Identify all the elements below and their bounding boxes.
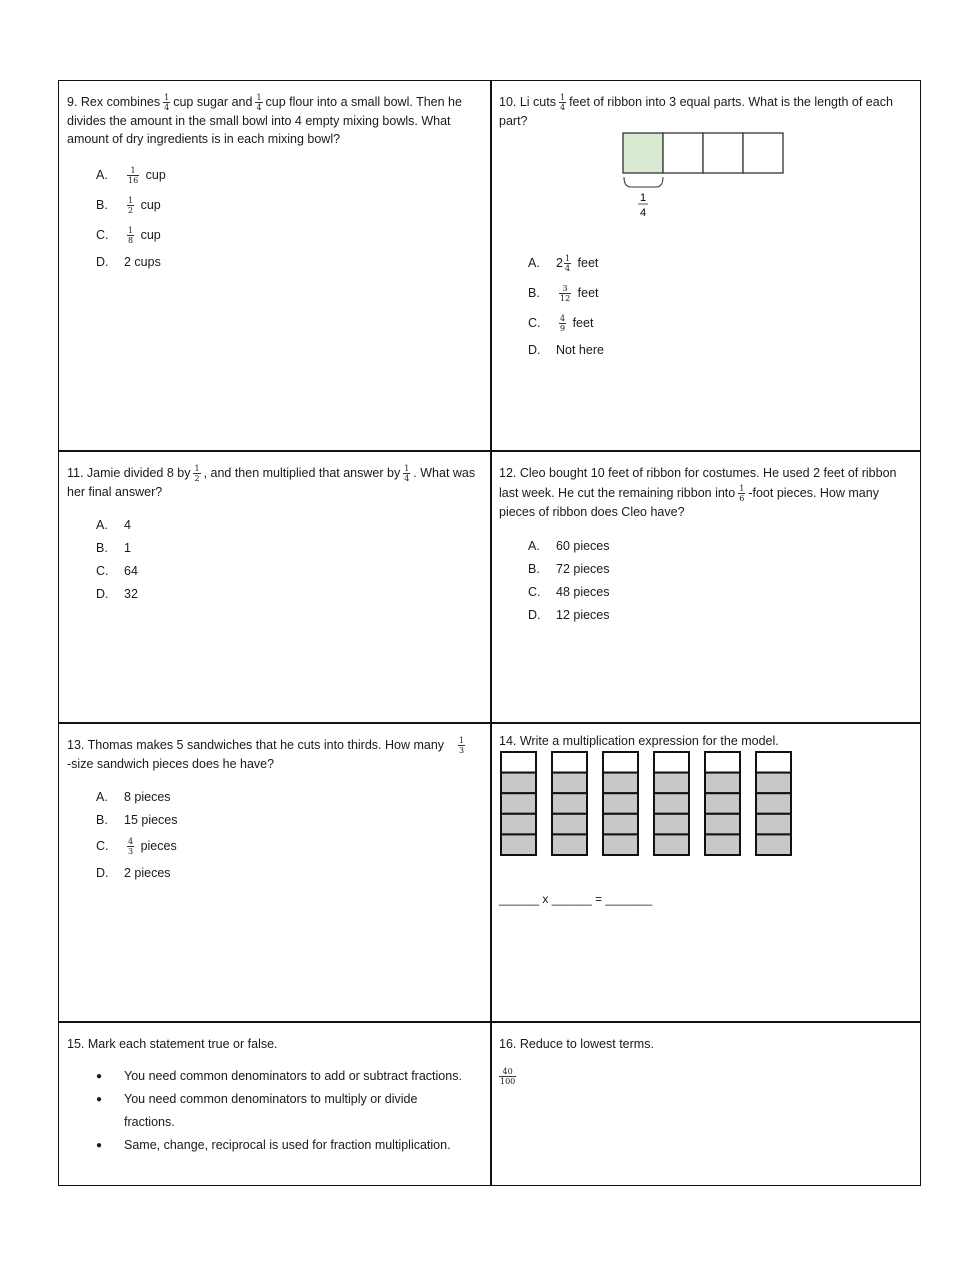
statement-item[interactable]: ● You need common denominators to add or subtract fractions. xyxy=(96,1069,462,1083)
shaded-bar-part xyxy=(705,793,740,814)
shaded-bar-part xyxy=(603,834,638,855)
bar-part xyxy=(552,752,587,773)
question-14-text: 14. Write a multiplication expression for the model. xyxy=(499,734,779,748)
question-13-text: 13. Thomas makes 5 sandwiches that he cuts into thirds. How many $\frac{1}{3}$ -size sandwich pieces does he have? xyxy=(67,736,465,772)
option-d[interactable]: D. 2 cups xyxy=(96,254,161,269)
question-10-options xyxy=(499,248,914,361)
question-11-text: 11. Jamie divided 8 by $\frac{1}{2}$ , and then multiplied that answer by $\frac{1}{4}$ . What was her final answer? xyxy=(67,464,476,500)
option-c[interactable]: C. $\frac{4}{3}$ pieces xyxy=(96,836,177,856)
question-15-text: 15. Mark each statement true or false. xyxy=(67,1037,278,1051)
fraction: $\frac{1}{4}$ xyxy=(256,93,262,113)
fraction: $\frac{1}{4}$ xyxy=(164,93,170,113)
question-9-text: 9. Rex combines $\frac{1}{4}$ cup sugar and $\frac{1}{4}$ cup flour into a small bowl. Then he divides the amount in the small bowl into 4 empty mixing bowls. What amount of dry ingredients is in each mixing bowl? xyxy=(67,93,462,147)
option-b[interactable]: B. $\frac{1}{2}$ cup xyxy=(96,195,161,215)
shaded-bar-part xyxy=(705,834,740,855)
shaded-bar-part xyxy=(501,814,536,835)
statement-list xyxy=(67,1065,482,1157)
shaded-bar-part xyxy=(501,773,536,794)
shaded-bar-part xyxy=(501,834,536,855)
option-c[interactable]: C. $\frac{4}{9}$ feet xyxy=(528,313,594,333)
bar-part xyxy=(705,752,740,773)
shaded-bar-part xyxy=(654,814,689,835)
option-c[interactable]: C. $\frac{1}{8}$ cup xyxy=(96,225,161,245)
shaded-bar-part xyxy=(654,793,689,814)
part xyxy=(743,133,783,173)
statement-item[interactable]: ● Same, change, reciprocal is used for fraction multiplication. xyxy=(96,1138,451,1152)
question-11-options xyxy=(67,513,482,605)
option-c[interactable]: C. 48 pieces xyxy=(528,585,610,599)
shaded-bar-part xyxy=(654,834,689,855)
question-9 xyxy=(59,81,490,273)
shaded-bar-part xyxy=(552,773,587,794)
question-16-text: 16. Reduce to lowest terms. xyxy=(499,1037,654,1051)
question-10-text: 10. Li cuts $\frac{1}{4}$ feet of ribbon into 3 equal parts. What is the length of each part? xyxy=(499,93,893,129)
bar-part xyxy=(756,752,791,773)
fraction: $\frac{1}{2}$ xyxy=(194,464,200,484)
part xyxy=(663,133,703,173)
option-a[interactable]: A. $\frac{1}{16}$ cup xyxy=(96,165,166,185)
shaded-bar-part xyxy=(705,814,740,835)
question-15 xyxy=(59,1023,490,1157)
fraction: $\frac{1}{3}$ xyxy=(459,736,465,756)
shaded-bar-part xyxy=(603,814,638,835)
fraction: $\frac{1}{6}$ xyxy=(739,483,745,503)
worksheet-grid xyxy=(58,80,921,1186)
shaded-bar-part xyxy=(552,793,587,814)
part xyxy=(703,133,743,173)
bar-model xyxy=(499,750,809,862)
option-c[interactable]: C. 64 xyxy=(96,563,138,578)
shaded-bar-part xyxy=(654,773,689,794)
shaded-bar-part xyxy=(501,793,536,814)
shaded-bar-part xyxy=(603,793,638,814)
bar-part xyxy=(603,752,638,773)
question-16 xyxy=(491,1023,922,1086)
shaded-bar-part xyxy=(756,773,791,794)
shaded-bar-part xyxy=(552,834,587,855)
fraction: $\frac{1}{4}$ xyxy=(559,93,566,113)
brace xyxy=(624,177,663,187)
question-10 xyxy=(491,81,922,361)
option-a[interactable]: A. 8 pieces xyxy=(96,789,171,804)
question-14 xyxy=(491,724,922,906)
shaded-bar-part xyxy=(552,814,587,835)
question-13-options xyxy=(67,785,482,884)
question-12-options xyxy=(499,535,914,627)
option-d[interactable]: D. 12 pieces xyxy=(528,608,610,622)
question-12 xyxy=(491,452,922,627)
option-a[interactable]: A. 4 xyxy=(96,517,131,532)
option-a[interactable]: A. 2 $\frac{1}{4}$ feet xyxy=(528,253,599,273)
ribbon-model xyxy=(621,131,821,223)
shaded-bar-part xyxy=(756,834,791,855)
shaded-bar-part xyxy=(603,773,638,794)
question-13 xyxy=(59,724,490,884)
option-a[interactable]: A. 60 pieces xyxy=(528,539,610,553)
question-12-text: 12. Cleo bought 10 feet of ribbon for costumes. He used 2 feet of ribbon last week. He cut the remaining ribbon into $\frac{1}{6}$ -foot pieces. How many pieces of ribbon does Cleo have? xyxy=(499,466,897,519)
option-b[interactable]: B. 1 xyxy=(96,540,131,555)
brace-label-den: 4 xyxy=(639,207,647,219)
option-d[interactable]: D. 32 xyxy=(96,586,138,601)
question-9-options xyxy=(67,160,482,273)
option-d[interactable]: D. Not here xyxy=(528,342,604,357)
option-b[interactable]: B. 15 pieces xyxy=(96,812,178,827)
fraction: $\frac{1}{4}$ xyxy=(404,464,410,484)
option-d[interactable]: D. 2 pieces xyxy=(96,865,171,880)
question-11 xyxy=(59,452,490,605)
bar-part xyxy=(654,752,689,773)
fraction-to-reduce: $\frac{40}{100}$ xyxy=(500,1067,516,1087)
answer-blanks[interactable]: ______ x ______ = _______ xyxy=(499,892,653,906)
bar-part xyxy=(501,752,536,773)
shaded-bar-part xyxy=(756,793,791,814)
brace-label-num: 1 xyxy=(639,192,647,204)
statement-item[interactable]: ● You need common denominators to multiply or divide fractions. xyxy=(96,1092,418,1129)
shaded-bar-part xyxy=(756,814,791,835)
option-b[interactable]: B. 72 pieces xyxy=(528,562,610,576)
shaded-bar-part xyxy=(705,773,740,794)
shaded-part xyxy=(623,133,663,173)
option-b[interactable]: B. $\frac{3}{12}$ feet xyxy=(528,283,599,303)
